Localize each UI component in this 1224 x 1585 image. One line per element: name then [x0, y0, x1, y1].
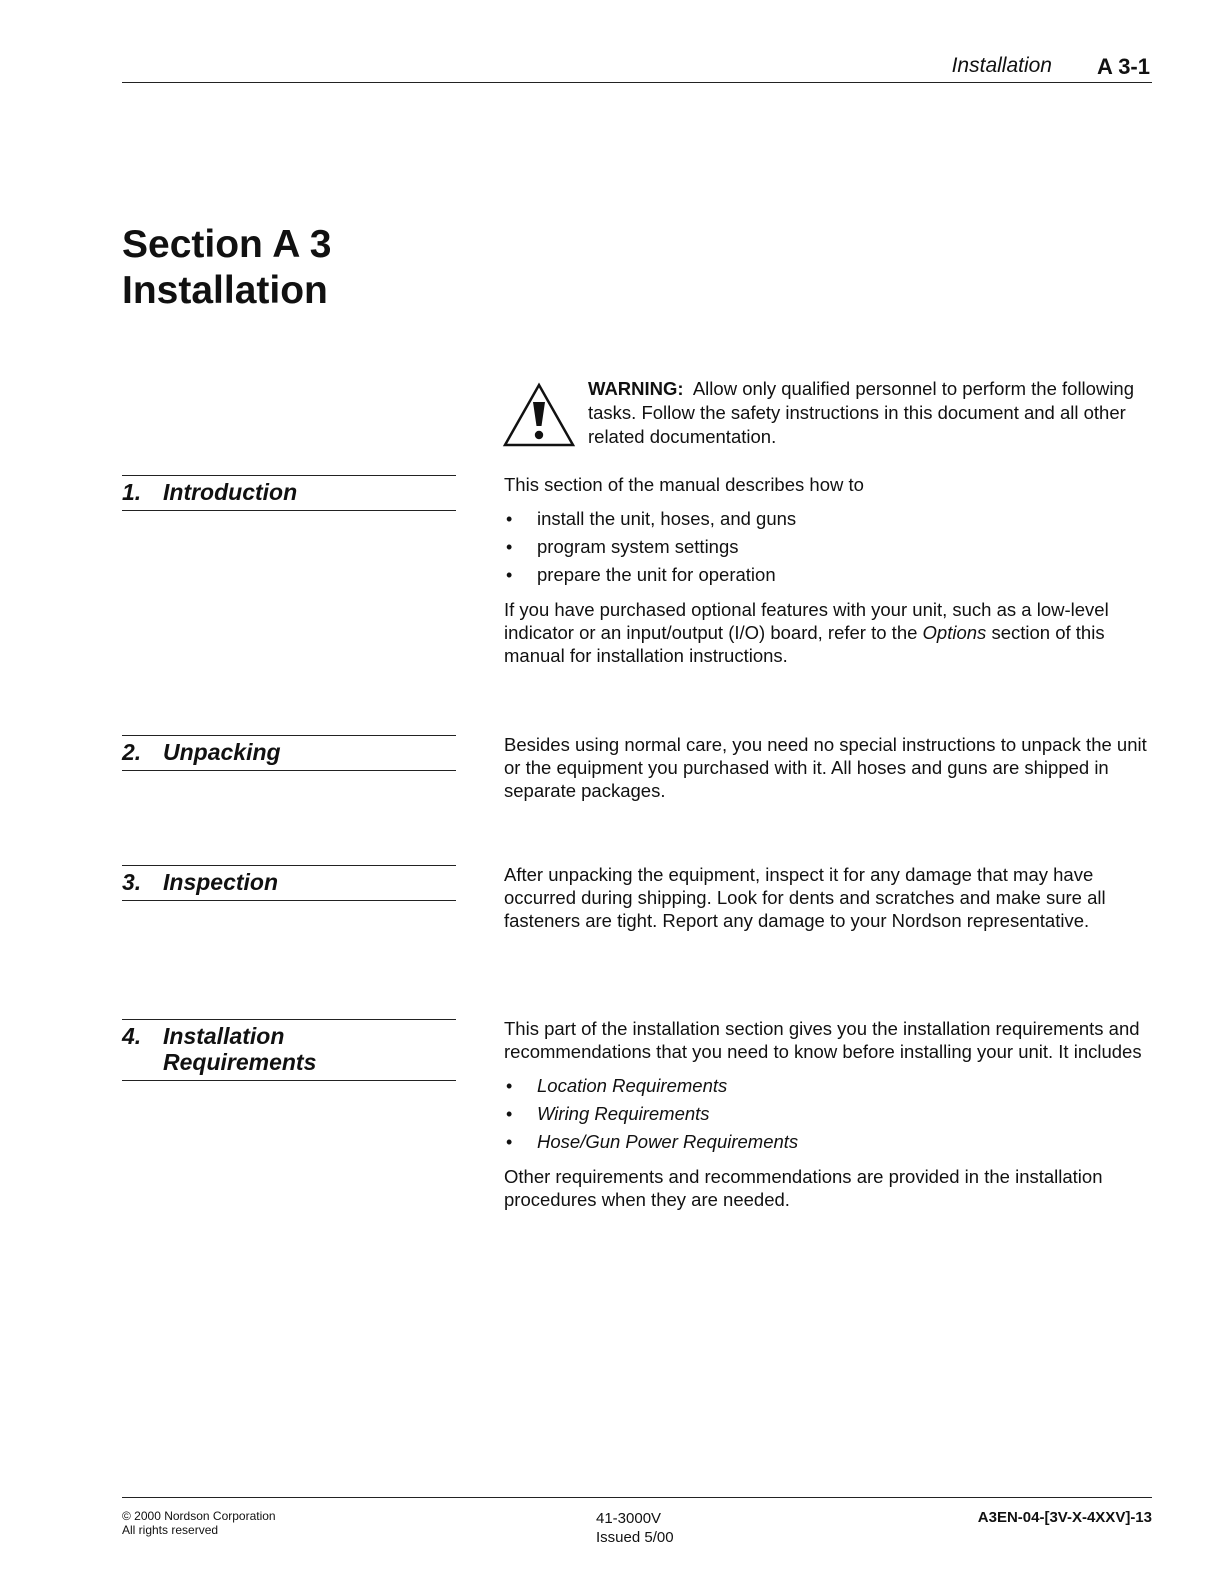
header-page-number: A 3-1 [1097, 54, 1150, 79]
heading-inspection [122, 865, 456, 901]
introduction-options-note: If you have purchased optional features with your unit, such as a low-level indicator or an input/output (I/O) board, refer to the Options section of this manual for installation instructions. [504, 599, 1109, 666]
warning-text [588, 377, 1158, 449]
footer-doc-info: 41-3000V Issued 5/00 [596, 1510, 674, 1546]
requirements-intro: This part of the installation section gives you the installation requirements and recommendations that you need to know before installing your unit. It includes [504, 1018, 1142, 1062]
heading-title: Inspection [163, 869, 279, 895]
footer-code: A3EN-04-[3V-X-4XXV]-13 [977, 1509, 1152, 1526]
introduction-body [504, 473, 1154, 667]
heading-installation-requirements [122, 1019, 456, 1081]
header-title: Installation [951, 54, 1052, 77]
list-item: • Location Requirements [504, 1072, 1154, 1100]
footer-rule [122, 1497, 1152, 1498]
requirements-bullets [504, 1072, 1154, 1156]
warning-body: Allow only qualified personnel to perform the following tasks. Follow the safety instructions in this document and all other related documentation. [588, 378, 1135, 447]
heading-number: 3. [122, 869, 142, 895]
introduction-intro: This section of the manual describes how to [504, 474, 864, 495]
heading-introduction [122, 475, 456, 511]
introduction-bullets [504, 505, 1154, 589]
heading-title: Installation Requirements [163, 1023, 317, 1075]
heading-unpacking [122, 735, 456, 771]
inspection-text: After unpacking the equipment, inspect it for any damage that may have occurred during shipping. Look for dents and scratches and make sure all fasteners are tight. Report any damage to your Nordson representative. [504, 864, 1106, 931]
section-title [122, 222, 332, 314]
footer-copyright: © 2000 Nordson Corporation All rights reserved [122, 1509, 276, 1537]
warning-label: WARNING: [588, 378, 684, 399]
list-item: • Hose/Gun Power Requirements [504, 1128, 1154, 1156]
options-reference: Options [922, 622, 987, 643]
inspection-body [504, 863, 1154, 932]
list-item: • prepare the unit for operation [504, 561, 1154, 589]
heading-title: Unpacking [163, 739, 281, 765]
section-title-line1: Section A 3 [122, 223, 332, 266]
header-rule [122, 82, 1152, 83]
heading-number: 2. [122, 739, 142, 765]
list-item: • Wiring Requirements [504, 1100, 1154, 1128]
warning-triangle-icon [502, 382, 576, 448]
section-title-line2: Installation [122, 269, 328, 312]
unpacking-body [504, 733, 1154, 802]
requirements-after: Other requirements and recommendations are provided in the installation procedures when they are needed. [504, 1166, 1103, 1210]
installation-requirements-body [504, 1017, 1154, 1211]
heading-number: 4. [122, 1023, 142, 1049]
heading-title: Introduction [163, 479, 298, 505]
list-item: • install the unit, hoses, and guns [504, 505, 1154, 533]
unpacking-text: Besides using normal care, you need no special instructions to unpack the unit or the equipment you purchased with it. All hoses and guns are shipped in separate packages. [504, 734, 1147, 801]
list-item: • program system settings [504, 533, 1154, 561]
heading-number: 1. [122, 479, 142, 505]
